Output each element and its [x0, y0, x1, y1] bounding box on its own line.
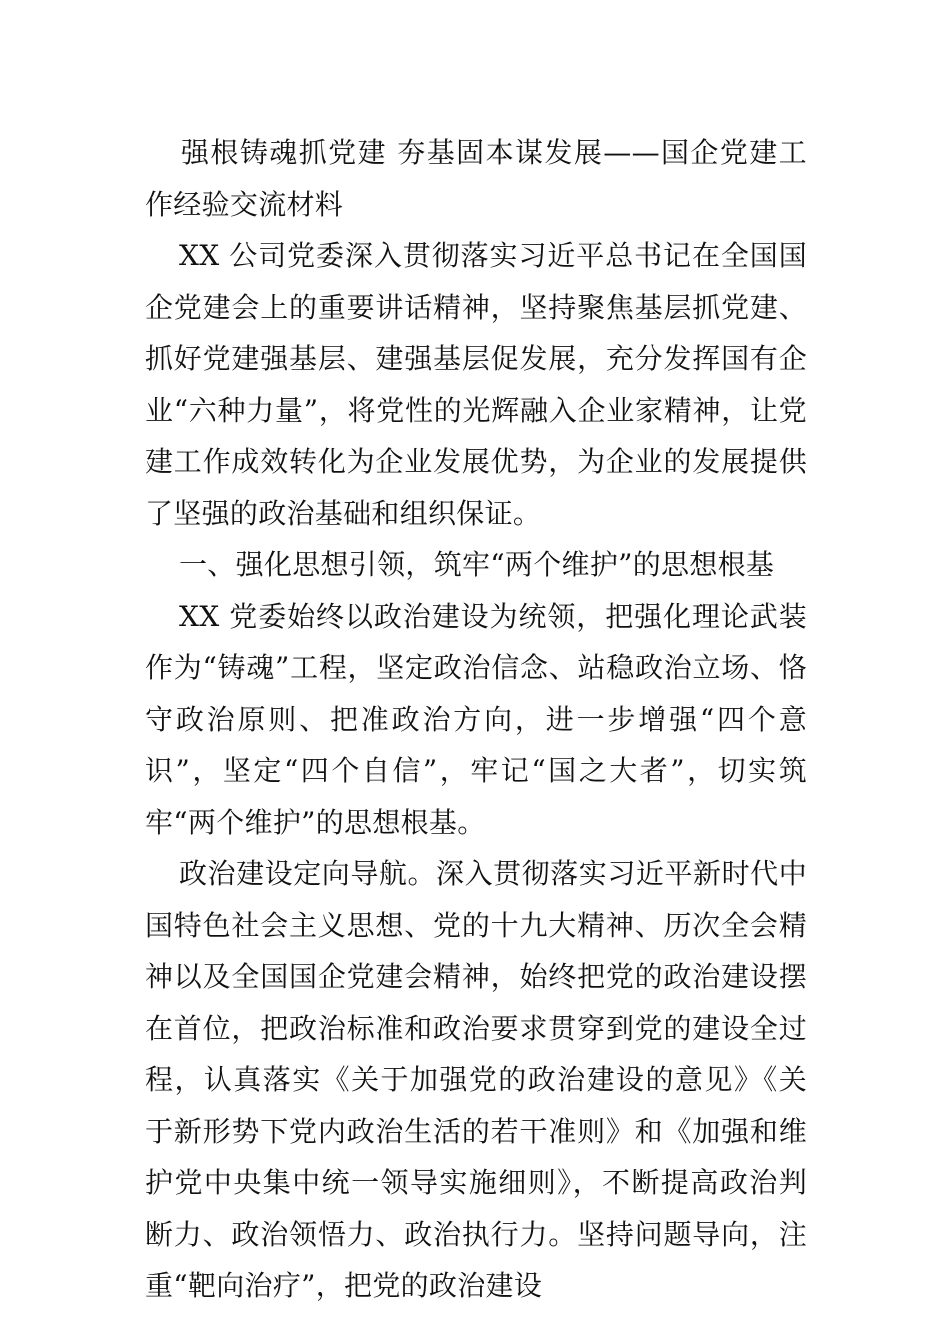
body-paragraph: 政治建设定向导航。深入贯彻落实习近平新时代中国特色社会主义思想、党的十九大精神、历次全会精神以及全国国企党建会精神，始终把党的政治建设摆在首位，把政治标准和政治要求贯穿到党的建设全过程，认真落实《关于加强党的政治建设的意见》《关于新形势下党内政治生活的若干准则》和《加强和维护党中央集中统一领导实施细则》，不断提高政治判断力、政治领悟力、政治执行力。坚持问题导向，注重“靶向治疗”，把党的政治建设 [145, 857, 807, 1302]
intro-paragraph: XX 公司党委深入贯彻落实习近平总书记在全国国企党建会上的重要讲话精神，坚持聚焦基层抓党建、抓好党建强基层、建强基层促发展，充分发挥国有企业“六种力量”，将党性的光辉融入企业家精神，让党建工作成效转化为企业发展优势，为企业的发展提供了坚强的政治基础和组织保证。 [145, 239, 807, 530]
document-body [145, 127, 807, 1312]
section-paragraph: XX 党委始终以政治建设为统领，把强化理论武装作为“铸魂”工程，坚定政治信念、站稳政治立场、恪守政治原则、把准政治方向，进一步增强“四个意识”，坚定“四个自信”，牢记“国之大者”，切实筑牢“两个维护”的思想根基。 [145, 599, 807, 839]
document-title: 强根铸魂抓党建 夯基固本谋发展——国企党建工作经验交流材料 [145, 136, 807, 221]
section-heading: 一、强化思想引领，筑牢“两个维护”的思想根基 [179, 548, 775, 581]
